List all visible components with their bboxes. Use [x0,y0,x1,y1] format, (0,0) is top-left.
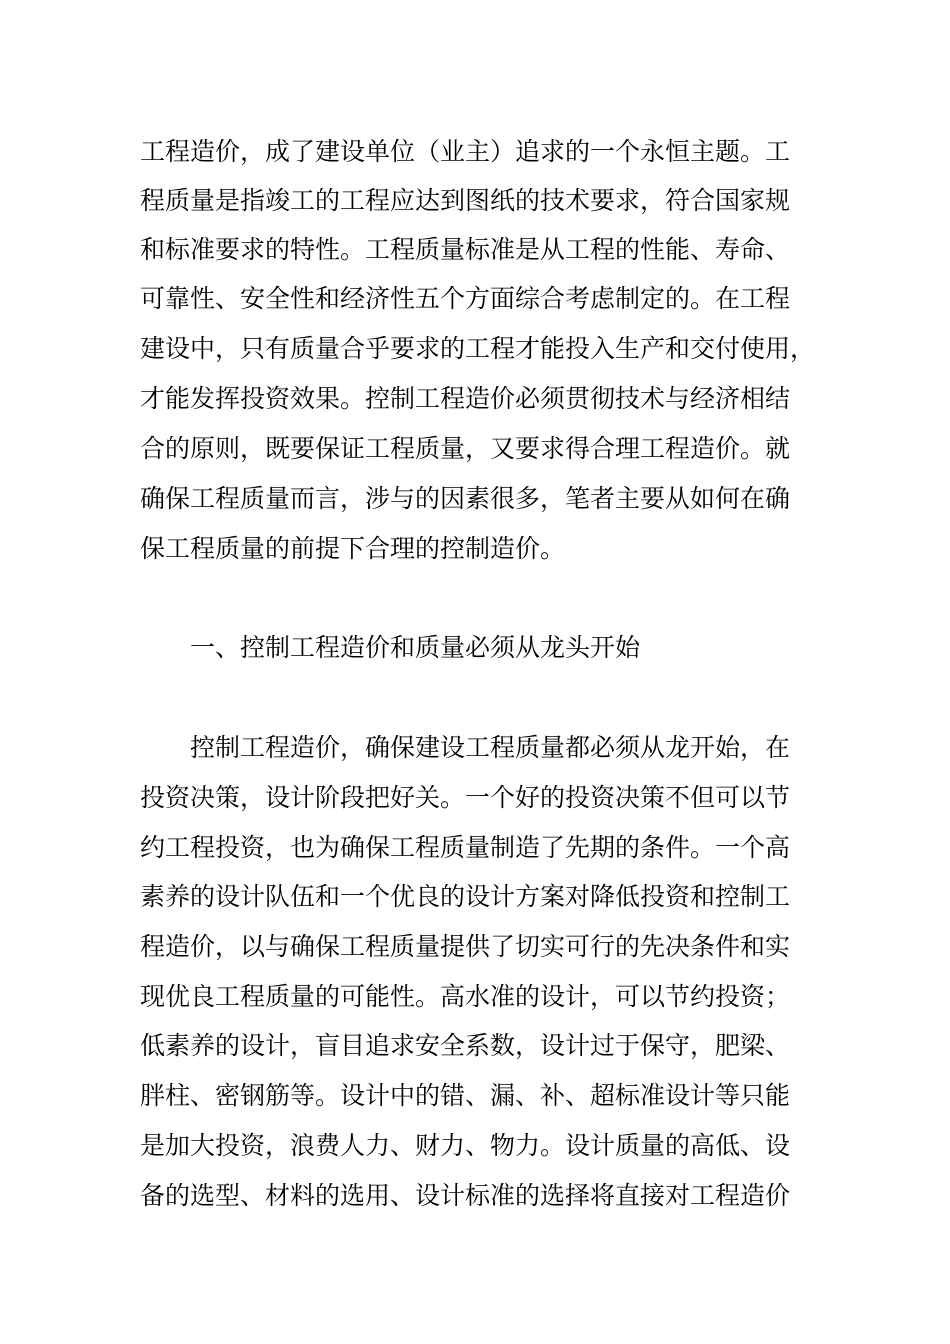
text-line: 低素养的设计，盲目追求安全系数，设计过于保守，肥梁、 [140,1031,791,1060]
text-line: 控制工程造价，确保建设工程质量都必须从龙开始，在 [190,733,791,762]
text-line: 和标准要求的特性。工程质量标准是从工程的性能、寿命、 [140,235,791,264]
text-line: 现优良工程质量的可能性。高水准的设计，可以节约投资； [140,982,791,1011]
text-line: 约工程投资，也为确保工程质量制造了先期的条件。一个高 [140,833,791,862]
text-line: 备的选型、材料的选用、设计标准的选择将直接对工程造价 [140,1181,791,1210]
section-heading: 一、控制工程造价和质量必须从龙头开始 [190,633,641,662]
text-line: 胖柱、密钢筋等。设计中的错、漏、补、超标准设计等只能 [140,1081,791,1110]
text-line: 程质量是指竣工的工程应达到图纸的技术要求，符合国家规 [140,186,791,215]
text-line: 是加大投资，浪费人力、财力、物力。设计质量的高低、设 [140,1131,791,1160]
text-line: 合的原则，既要保证工程质量，又要求得合理工程造价。就 [140,434,791,463]
text-line: 建设中，只有质量合乎要求的工程才能投入生产和交付使用， [140,334,816,363]
text-line: 投资决策，设计阶段把好关。一个好的投资决策不但可以节 [140,783,791,812]
text-line: 工程造价，成了建设单位（业主）追求的一个永恒主题。工 [140,137,791,166]
text-line: 程造价，以与确保工程质量提供了切实可行的先决条件和实 [140,932,791,961]
text-line: 素养的设计队伍和一个优良的设计方案对降低投资和控制工 [140,882,791,911]
text-line: 才能发挥投资效果。控制工程造价必须贯彻技术与经济相结 [140,384,791,413]
text-line: 保工程质量的前提下合理的控制造价。 [140,534,566,563]
text-line: 确保工程质量而言，涉与的因素很多，笔者主要从如何在确 [140,484,791,513]
text-line: 可靠性、安全性和经济性五个方面综合考虑制定的。在工程 [140,284,791,313]
